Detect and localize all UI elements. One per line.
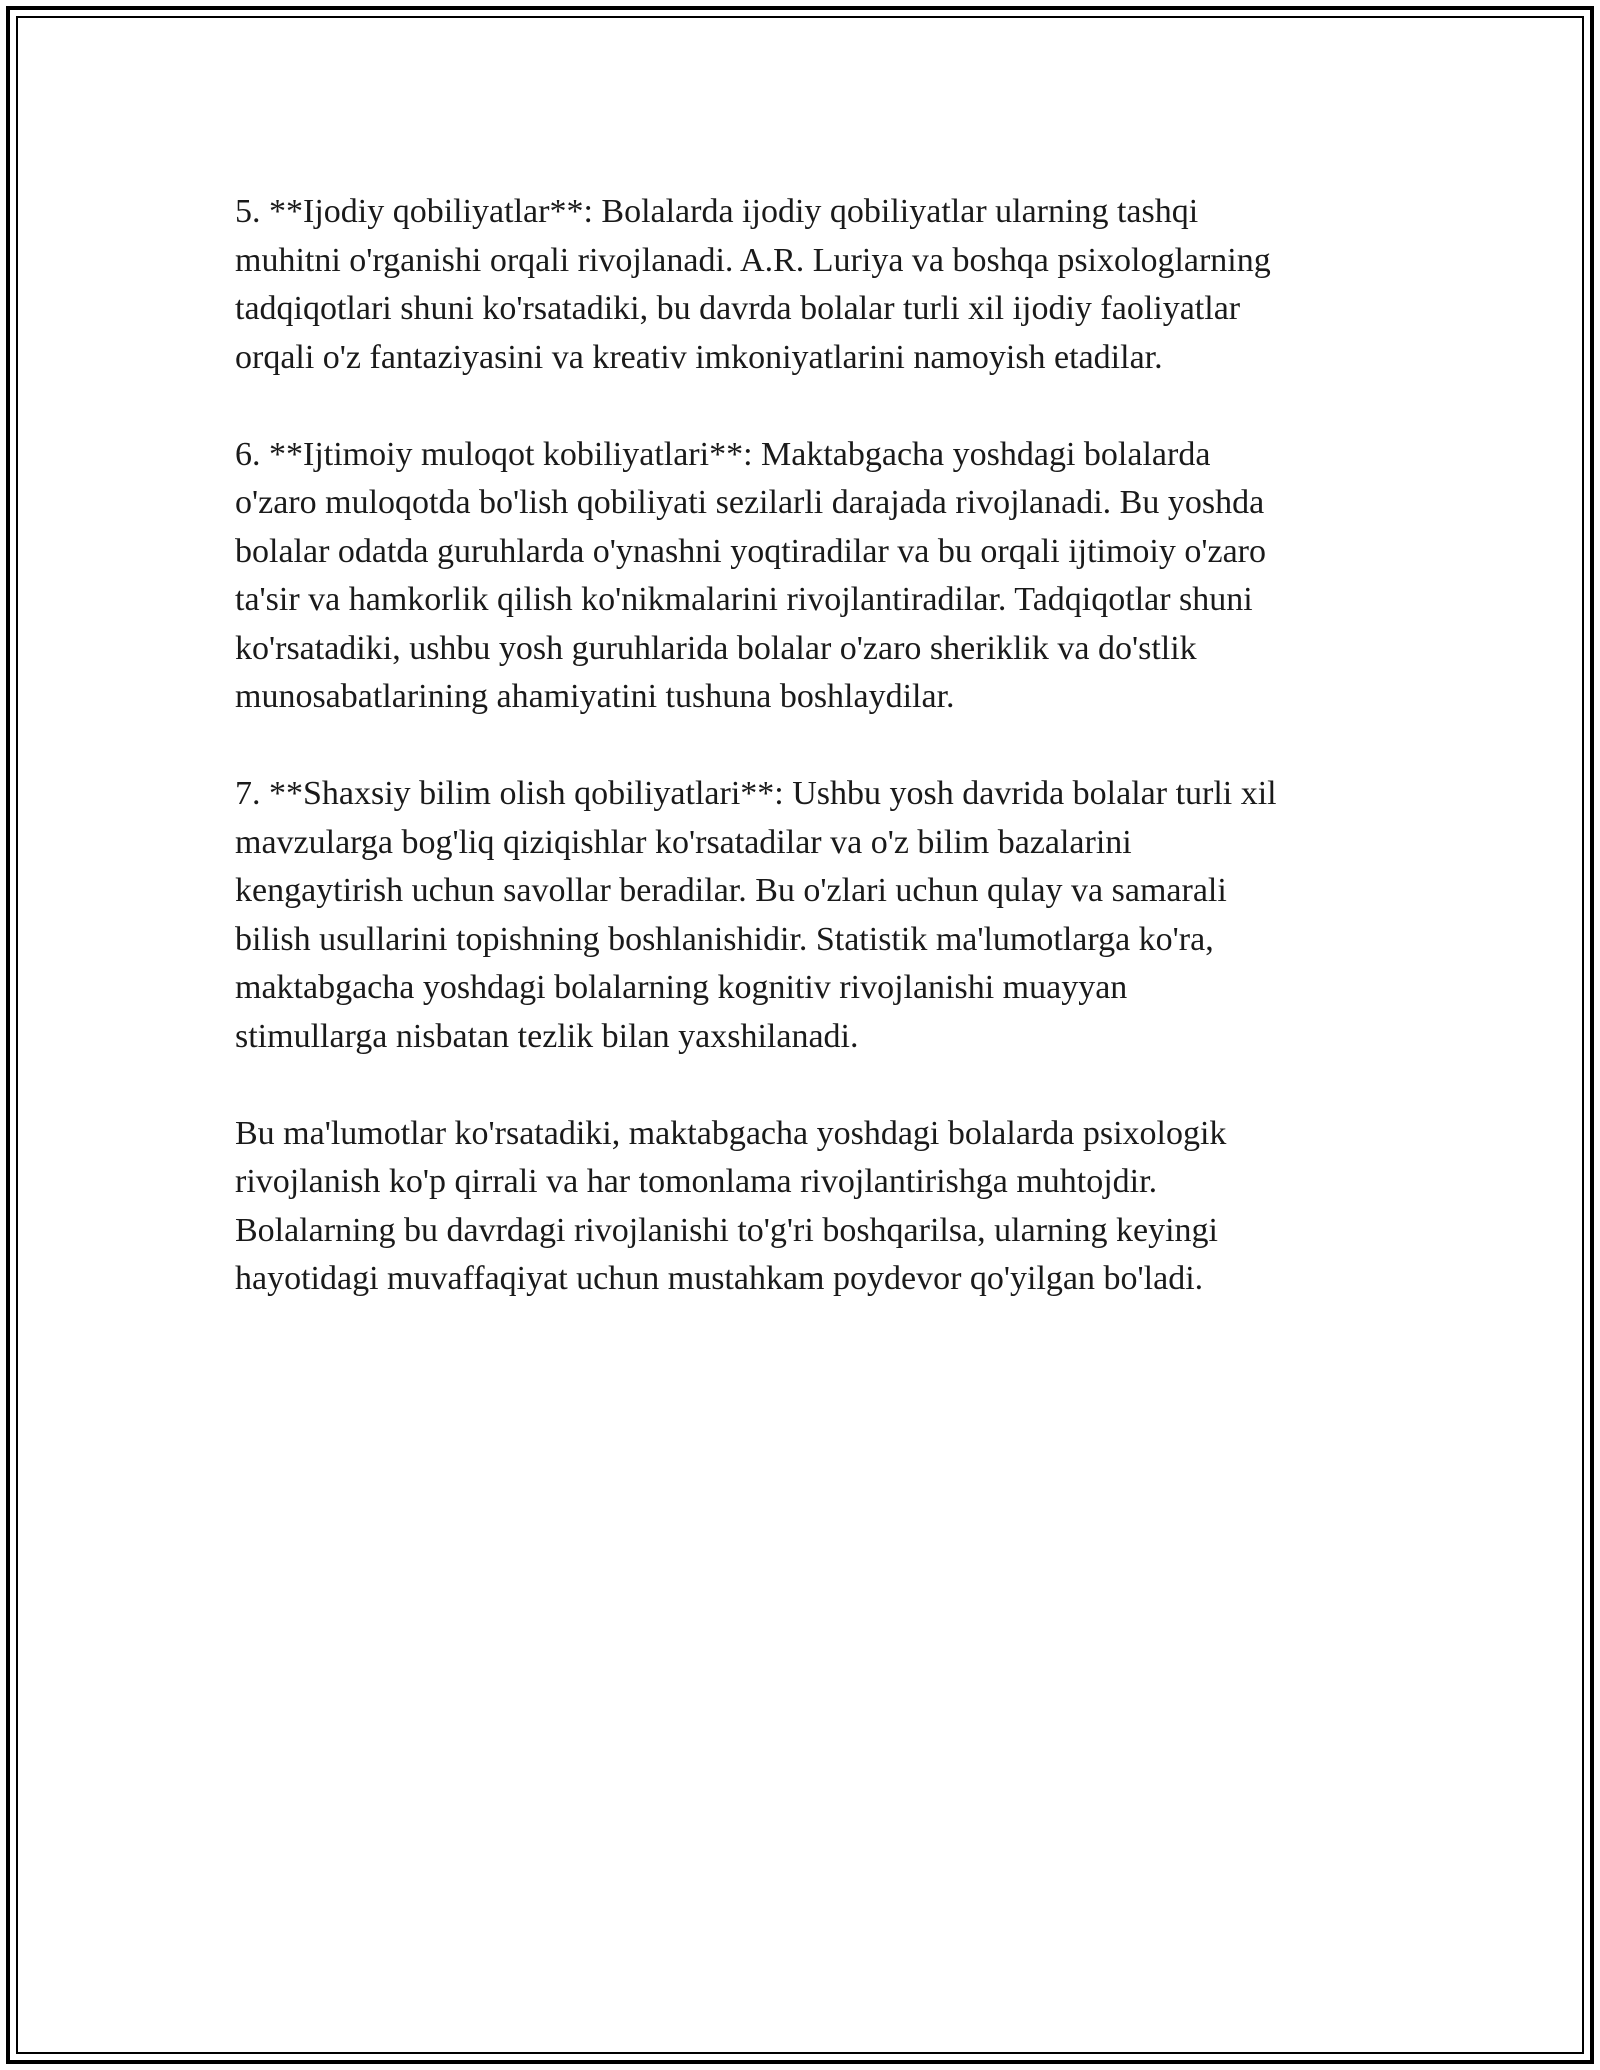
paragraph-creative-abilities: 5. **Ijodiy qobiliyatlar**: Bolalarda ijodiy qobiliyatlar ularning tashqi muhitni o'rganishi orqali rivojlanadi. A.R. Luriya va boshqa psixologlarning tadqiqotlari shuni ko'rsatadiki, bu davrda bolalar turli xil ijodiy faoliyatlar orqali o'z fantaziyasini va kreativ imkoniyatlarini namoyish etadilar. (235, 193, 1271, 376)
paragraph-conclusion: Bu ma'lumotlar ko'rsatadiki, maktabgacha yoshdagi bolalarda psixologik rivojlanish ko'p qirrali va har tomonlama rivojlantirishga muhtojdir. Bolalarning bu davrdagi rivojlanishi to'g'ri boshqarilsa, ularning keyingi hayotidagi muvaffaqiyat uchun mustahkam poydevor qo'yilgan bo'ladi. (235, 1114, 1227, 1297)
paragraph-social-communication: 6. **Ijtimoiy muloqot kobiliyatlari**: Maktabgacha yoshdagi bolalarda o'zaro muloqotda bo'lish qobiliyati sezilarli darajada rivojlanadi. Bu yoshda bolalar odatda guruhlarda o'ynashni yoqtiradilar va bu orqali ijtimoiy o'zaro ta'sir va hamkorlik qilish ko'nikmalarini rivojlantiradilar. Tadqiqotlar shuni ko'rsatadiki, ushbu yosh guruhlarida bolalar o'zaro sheriklik va do'stlik munosabatlarining ahamiyatini tushuna boshlaydilar. (235, 435, 1267, 715)
document-body (235, 188, 1375, 1352)
paragraph-personal-learning: 7. **Shaxsiy bilim olish qobiliyatlari**: Ushbu yosh davrida bolalar turli xil mavzularga bog'liq qiziqishlar ko'rsatadilar va o'z bilim bazalarini kengaytirish uchun savollar beradilar. Bu o'zlari uchun qulay va samarali bilish usullarini topishning boshlanishidir. Statistik ma'lumotlarga ko'ra, maktabgacha yoshdagi bolalarning kognitiv rivojlanishi muayyan stimullarga nisbatan tezlik bilan yaxshilanadi. (235, 775, 1277, 1055)
